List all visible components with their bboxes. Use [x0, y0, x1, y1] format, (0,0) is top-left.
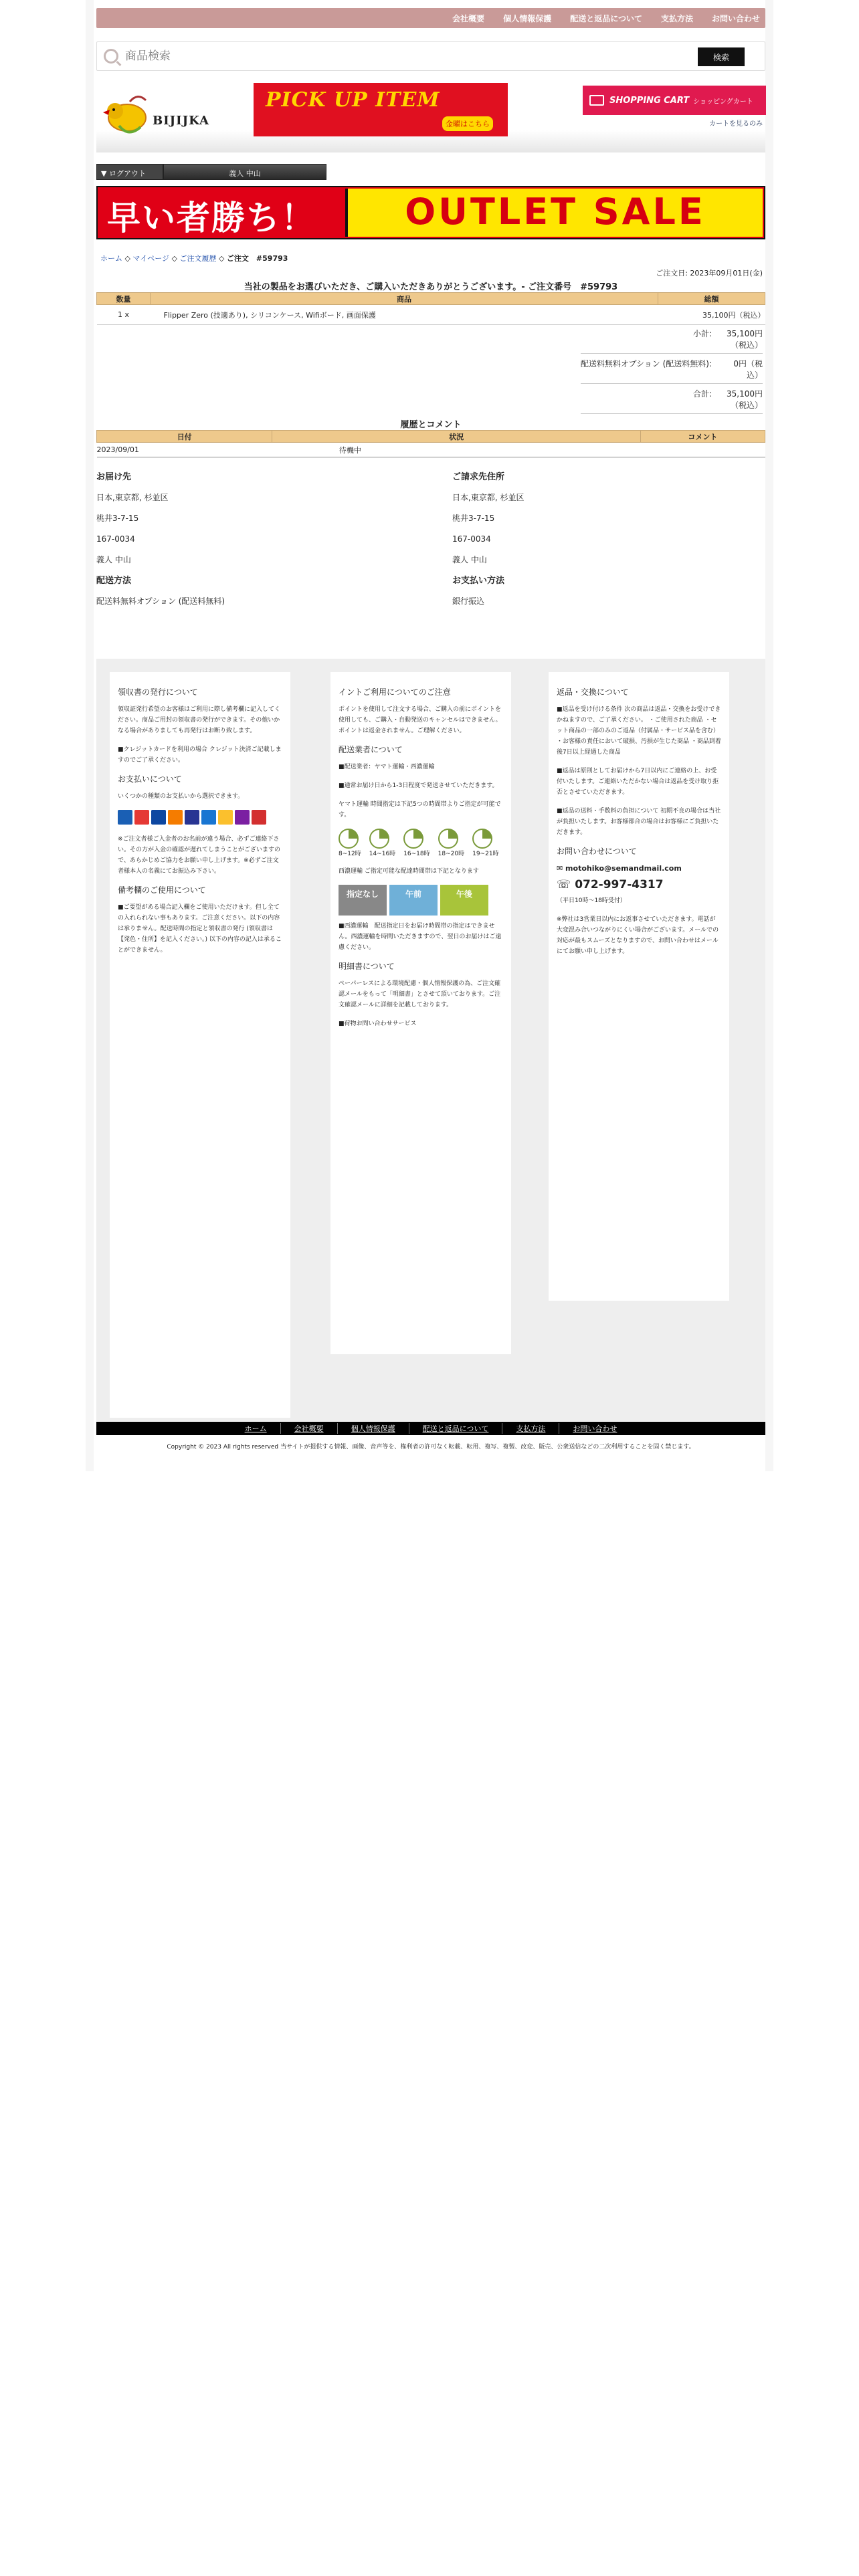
clock-icon [472, 829, 492, 849]
search-bar [96, 41, 765, 71]
seino-title: 西濃運輸 ご指定可能な配達時間帯は下記となります [339, 868, 479, 875]
card-icon [151, 810, 166, 825]
breadcrumb-home[interactable]: ホーム [100, 254, 122, 263]
pay-intro: いくつかの種類のお支払いから選択できます。 [118, 793, 244, 800]
breadcrumb-mypage[interactable]: マイページ [132, 254, 170, 263]
billing-address [452, 467, 773, 612]
cart-sub: ショッピングカート [693, 98, 753, 106]
item-name: Flipper Zero (技適あり), シリコンケース, Wifiボード, 画面保護 [151, 305, 658, 325]
remarks-text: ■ご要望がある場合記入欄をご使用いただけます。但し全ての入れられない事もあります。ご注意ください。以下の内容は承りません。配送時間の指定と領収書の発行 (領収書は【発色・住所】を記入ください。) 以下の内容の記入は承ることができません。 [118, 904, 282, 954]
logo[interactable] [99, 88, 209, 139]
carrier-text: ■配送業者：ヤマト運輸・西濃運輸 [339, 764, 435, 770]
page [94, 0, 765, 2576]
option-value: 0円（税込） [733, 359, 763, 380]
bill-pay-title: お支払い方法 [452, 576, 505, 586]
contact-title: お問い合わせについて [557, 847, 637, 856]
seino-slots [339, 885, 503, 916]
return-title: 返品・交換について [557, 687, 629, 697]
history-comment [640, 443, 765, 457]
ship-line-2: 桃井3-7-15 [96, 514, 139, 523]
card-icon [118, 810, 132, 825]
mail-text: motohiko@semandmail.com [565, 864, 682, 873]
ship-title: お届け先 [96, 472, 132, 482]
ship-method: 配送料無料オプション (配送料無料) [96, 597, 225, 606]
logo-text: BIJIJKA [153, 114, 209, 128]
foot-nav-privacy[interactable]: 個人情報保護 [337, 1423, 409, 1434]
tel-hours: （平日10時〜18時受付） [557, 897, 626, 904]
bill-title: ご請求先住所 [452, 472, 505, 482]
card-icon [252, 810, 266, 825]
bill-line-1: 日本,東京都, 杉並区 [452, 493, 524, 502]
bill-line-4: 義人 中山 [452, 555, 487, 564]
carrier-text-2: ■通常お届け日から1-3日程度で発送させていただきます。 [339, 782, 498, 789]
outlet-left-text: 早い者勝ち！ [107, 198, 316, 237]
time-5: 19~21時 [472, 851, 499, 857]
outlet-sale-banner[interactable] [96, 186, 765, 239]
col-status: 状況 [272, 431, 640, 443]
table-row [97, 305, 765, 325]
pickup-title: PICK UP ITEM [266, 88, 440, 112]
foot-nav-company[interactable]: 会社概要 [280, 1423, 337, 1434]
slot-2: 午前 [389, 885, 438, 916]
foot-nav-home[interactable]: ホーム [244, 1424, 267, 1433]
card-icon [201, 810, 216, 825]
contact-text: ※弊社は3営業日以内にお返事させていただきます。電話が大変混み合いつながりにくい場合がございます。メールでの対応が最もスムーズとなりますので、お問い合わせはメールにてお願い申し上げます。 [557, 916, 719, 955]
footer-col-3 [549, 672, 729, 1301]
cart-label: SHOPPING CART [609, 95, 690, 106]
breadcrumb: ホーム ◇ マイページ ◇ ご注文履歴 ◇ ご注文 #59793 [100, 254, 288, 263]
time-2: 14~16時 [369, 851, 396, 857]
top-nav [96, 8, 765, 28]
col-comment: コメント [640, 431, 765, 443]
pay-title: お支払いについて [118, 774, 182, 784]
option-label: 配送料無料オプション (配送料無料): [580, 359, 712, 368]
phone-icon: ☏ [557, 878, 575, 891]
spec-text-2: ■荷物お問い合わせサービス [339, 1021, 417, 1027]
return-text-2: ■返品は原則としてお届けから7日以内にご連絡の上、お受付いたします。ご連絡いただかない場合は返品を受け取り拒否とさせていただきます。 [557, 768, 719, 796]
ship-line-1: 日本,東京都, 杉並区 [96, 493, 169, 502]
total-label: 合計: [692, 389, 712, 399]
total-value: 35,100円（税込） [727, 389, 763, 410]
time-4: 18~20時 [438, 851, 465, 857]
breadcrumb-history[interactable]: ご注文履歴 [179, 254, 217, 263]
times-title: ヤマト運輸 時間指定は下記5つの時間帯よりご指定が可能です。 [339, 801, 501, 819]
time-slots [339, 829, 503, 859]
nav-privacy[interactable]: 個人情報保護 [503, 13, 552, 23]
clock-icon [339, 829, 359, 849]
slot-3: 午後 [440, 885, 488, 916]
bird-logo-icon [99, 88, 153, 139]
col-total: 総額 [658, 293, 765, 305]
pickup-sub: 金曜はこちら [442, 116, 493, 131]
contact-block [557, 846, 721, 957]
carrier-title: 配送業者について [339, 745, 403, 754]
clock-icon [438, 829, 458, 849]
bill-pay: 銀行振込 [452, 597, 485, 606]
item-total: 35,100円（税込） [658, 305, 765, 325]
ship-line-3: 167-0034 [96, 534, 135, 544]
header [96, 79, 765, 152]
copyright: Copyright © 2023 All rights reserved 当サイトが提供する情報、画像、音声等を、権利者の許可なく転載、転用、複写、複製、改変、販売、公衆送信などの二次利用することを固く禁じます。 [167, 1444, 695, 1451]
foot-nav-shipping[interactable]: 配送と返品について [409, 1423, 502, 1434]
mail-icon: ✉ [557, 864, 566, 873]
contact-mail[interactable] [557, 863, 721, 874]
footer-col-1 [110, 672, 290, 1418]
return-text: ■返品を受け付ける条件 次の商品は返品・交換をお受けできかねますので、ご了承ください。 ・ご使用された商品 ・セット商品の一部のみのご返品（付属品・サービス品を含む） ・お客様の責任において破損、汚損が生じた商品 ・商品到着後7日以上経過した商品 [557, 706, 721, 756]
cart-note[interactable]: カートを見るのみ [709, 120, 763, 128]
time-3: 16~18時 [403, 851, 430, 857]
return-text-3: ■返品の送料・手数料の負担について 初期不良の場合は当社が負担いたします。お客様都合の場合はお客様にご負担いただきます。 [557, 808, 721, 836]
nav-contact[interactable]: お問い合わせ [711, 13, 760, 23]
pickup-banner[interactable] [254, 83, 508, 136]
order-date: ご注文日: 2023年09月01日(金) [656, 269, 763, 278]
history-title: 履歴とコメント [400, 420, 462, 430]
cart-icon [589, 95, 604, 106]
foot-nav-contact[interactable]: お問い合わせ [559, 1423, 630, 1434]
contact-tel[interactable] [557, 879, 721, 890]
clock-icon [369, 829, 389, 849]
account-name[interactable]: 義人 中山 [163, 164, 326, 180]
col-product: 商品 [151, 293, 658, 305]
order-items-table [96, 292, 765, 325]
clock-icon [403, 829, 423, 849]
usage-text: ポイントを使用して注文する場合、ご購入の前にポイントを使用しても、ご購入・自動発送のキャンセルはできません。ポイントは返金されません。ご理解ください。 [339, 706, 502, 734]
foot-nav-payment[interactable]: 支払方法 [502, 1423, 559, 1434]
ship-line-4: 義人 中山 [96, 555, 131, 564]
search-input[interactable] [125, 49, 687, 63]
col-date: 日付 [97, 431, 272, 443]
breadcrumb-current: ご注文 #59793 [226, 254, 288, 263]
receipt-text: 領収証発行希望のお客様はご利用に際し備考欄に記入してください。商品ご用封の領収書の発行ができます。その他いかなる場合がありましても再発行はお断り致します。 [118, 706, 281, 734]
bill-line-2: 桃井3-7-15 [452, 514, 495, 523]
outlet-right-text: OUTLET SALE [345, 189, 763, 237]
item-qty: 1 x [97, 305, 151, 325]
subtotal-value: 35,100円（税込） [727, 329, 763, 350]
account-bar [96, 164, 326, 180]
card-icon [168, 810, 183, 825]
subtotal-label: 小計: [692, 329, 712, 338]
table-row [97, 443, 765, 457]
payment-logos [118, 810, 282, 825]
history-status: 待機中 [272, 443, 640, 457]
order-thanks: 当社の製品をお選びいただき、ご購入いただきありがとうございます。- ご注文番号 #59793 [244, 282, 618, 292]
search-button[interactable]: 検索 [698, 47, 745, 66]
shipping-address [96, 467, 417, 612]
col-qty: 数量 [97, 293, 151, 305]
order-summary [581, 328, 763, 418]
logout-button[interactable]: ▼ ログアウト [96, 164, 163, 180]
ship-method-title: 配送方法 [96, 576, 132, 586]
seino-text: ■西濃運輸 配送指定日をお届け時間帯の指定はできません。西濃運輸を時間いただきますので、翌日のお届けはご遠慮ください。 [339, 923, 502, 951]
nav-payment[interactable]: 支払方法 [660, 13, 693, 23]
pay-text: ※ご注文者様ご入金者のお名前が違う場合、必ずご連絡下さい。その方が入金の確認が遅れてしまうことがございますので、あらかじめご協力をお願い申し上げます。※必ずご注文者様本人の名義にてお振込み下さい。 [118, 836, 281, 875]
history-date: 2023/09/01 [97, 443, 272, 457]
remarks-title: 備考欄のご使用について [118, 885, 206, 895]
shopping-cart-button[interactable] [583, 86, 766, 115]
bill-line-3: 167-0034 [452, 534, 491, 544]
card-icon [185, 810, 199, 825]
search-icon [104, 49, 118, 64]
time-1: 8~12時 [339, 851, 361, 857]
nav-shipping[interactable]: 配送と返品について [570, 13, 642, 23]
card-icon [235, 810, 250, 825]
receipt-title: 領収書の発行について [118, 687, 198, 697]
tel-text: 072-997-4317 [575, 878, 664, 891]
history-table [96, 430, 765, 457]
receipt-text-2: ■クレジットカードを利用の場合 クレジット決済ご記載しますのでご了承ください。 [118, 746, 282, 764]
card-icon [218, 810, 233, 825]
usage-title: イントご利用についてのご注意 [339, 687, 451, 697]
footer-col-2 [330, 672, 511, 1354]
card-icon [134, 810, 149, 825]
spec-text: ペーパーレスによる環境配慮・個人情報保護の為、ご注文確認メールをもって「明細書」とさせて頂いております。ご注文確認メールに詳細を記載しております。 [339, 980, 501, 1008]
slot-1: 指定なし [339, 885, 387, 916]
nav-company[interactable]: 会社概要 [452, 13, 485, 23]
spec-title: 明細書について [339, 962, 395, 971]
footer-nav [96, 1422, 765, 1435]
